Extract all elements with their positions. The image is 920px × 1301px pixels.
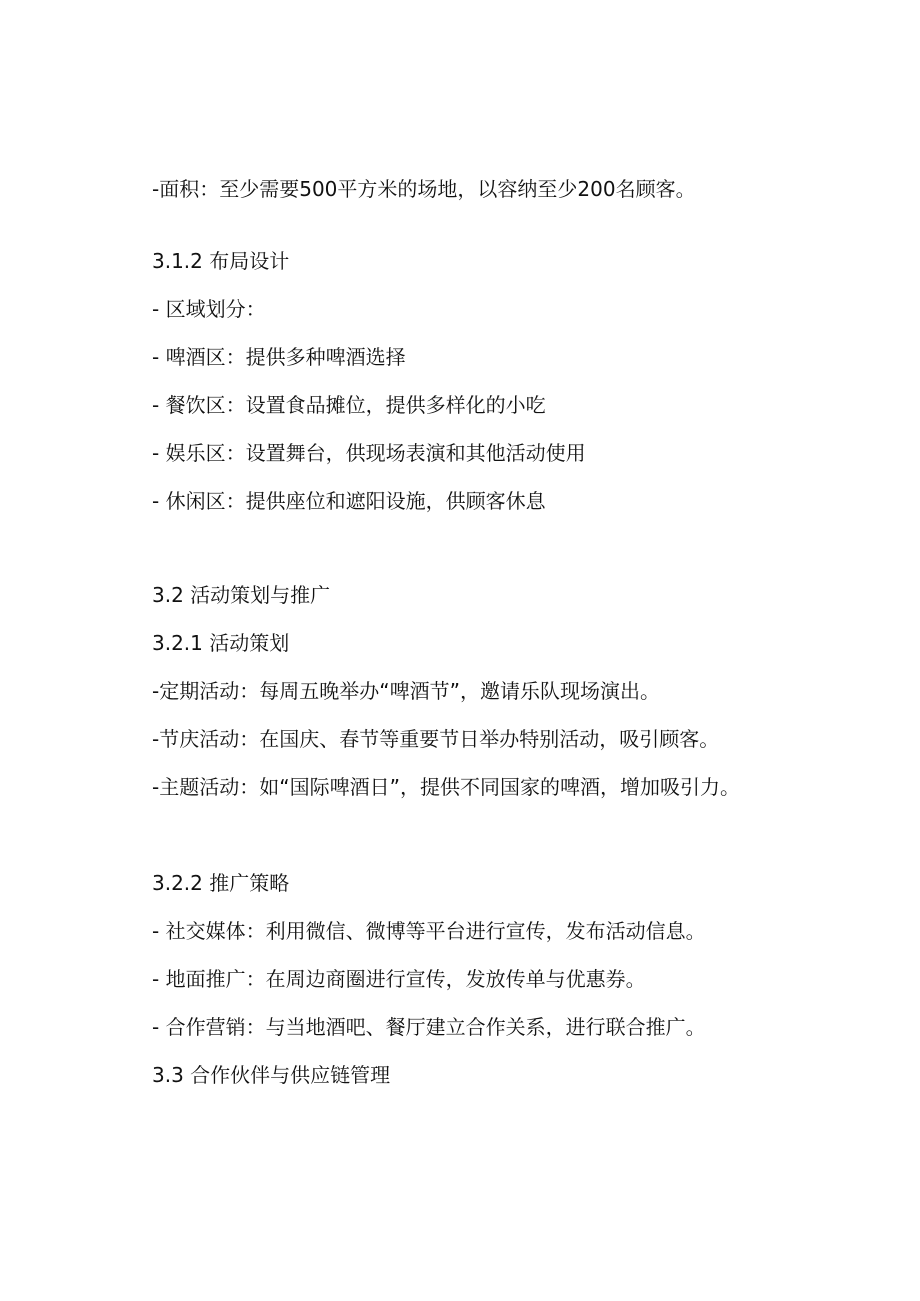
area-requirement-line: -面积：至少需要500平方米的场地，以容纳至少200名顾客。	[152, 177, 696, 201]
entertainment-zone-line: - 娱乐区：设置舞台，供现场表演和其他活动使用	[152, 441, 586, 465]
dining-zone-line: - 餐饮区：设置食品摊位，提供多样化的小吃	[152, 393, 546, 417]
festival-event-line: -节庆活动：在国庆、春节等重要节日举办特别活动，吸引顾客。	[152, 727, 720, 751]
section-heading-3-2-2: 3.2.2 推广策略	[152, 871, 290, 895]
section-heading-3-1-2: 3.1.2 布局设计	[152, 249, 290, 273]
leisure-zone-line: - 休闲区：提供座位和遮阳设施，供顾客休息	[152, 489, 546, 513]
social-media-line: - 社交媒体：利用微信、微博等平台进行宣传，发布活动信息。	[152, 919, 706, 943]
ground-promotion-line: - 地面推广：在周边商圈进行宣传，发放传单与优惠券。	[152, 967, 646, 991]
beer-zone-line: - 啤酒区：提供多种啤酒选择	[152, 345, 406, 369]
zone-division-line: - 区域划分：	[152, 297, 266, 321]
section-heading-3-2: 3.2 活动策划与推广	[152, 583, 331, 607]
themed-event-line: -主题活动：如“国际啤酒日”，提供不同国家的啤酒，增加吸引力。	[152, 775, 740, 799]
regular-event-line: -定期活动：每周五晚举办“啤酒节”，邀请乐队现场演出。	[152, 679, 660, 703]
co-marketing-line: - 合作营销：与当地酒吧、餐厅建立合作关系，进行联合推广。	[152, 1015, 706, 1039]
section-heading-3-2-1: 3.2.1 活动策划	[152, 631, 290, 655]
section-heading-3-3: 3.3 合作伙伴与供应链管理	[152, 1063, 391, 1087]
